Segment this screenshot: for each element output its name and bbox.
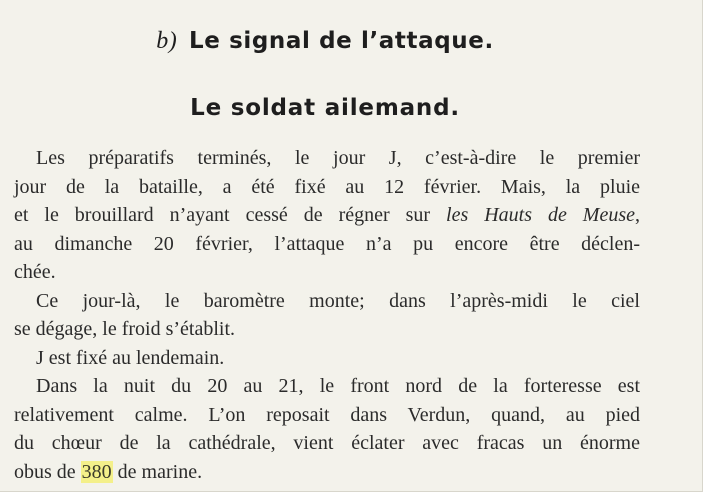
section-title: Le signal de l’attaque. bbox=[189, 28, 494, 54]
paragraph-4-line-1: Dans la nuit du 20 au 21, le front nord de la forteresse est bbox=[36, 375, 640, 397]
paragraph-4-line-4-end: de marine. bbox=[112, 460, 203, 483]
paragraph-2-line-1: Ce jour-là, le baromètre monte; dans l’après-midi le ciel bbox=[36, 289, 640, 312]
paragraph-4-line-3: du chœur de la cathédrale, vient éclater avec fracas un énorme bbox=[14, 432, 640, 454]
paragraph-4-line-4 bbox=[14, 458, 640, 487]
paragraph-1-line-4: au dimanche 20 février, l’attaque n’a pu encore être déclen- bbox=[14, 232, 640, 255]
paragraph-1-line-2: jour de la bataille, a été fixé au 12 février. Mais, la pluie bbox=[14, 175, 640, 198]
paragraph-1-line-5: chée. bbox=[14, 261, 56, 283]
highlighted-number: 380 bbox=[81, 460, 112, 483]
body-text bbox=[14, 144, 640, 486]
paragraph-1-line-3-comma: , bbox=[635, 204, 641, 226]
paragraph-3-line-1: J est fixé au lendemain. bbox=[36, 346, 225, 369]
section-enumerator: b) bbox=[156, 28, 178, 54]
section-heading bbox=[0, 28, 650, 55]
place-name-italic: les Hauts de Meuse bbox=[446, 204, 636, 226]
paragraph-2-line-2: se dégage, le froid s’établit. bbox=[14, 318, 236, 340]
paragraph-1-line-3 bbox=[14, 201, 640, 230]
paragraph-1-line-1: Les préparatifs terminés, le jour J, c’est-à-dire le premier bbox=[36, 147, 640, 169]
paragraph-4-line-4-text: obus de bbox=[14, 460, 81, 483]
paragraph-4-line-2: relativement calme. L’on reposait dans Verdun, quand, au pied bbox=[14, 403, 640, 426]
paragraph-1-line-3-text: et le brouillard n’ayant cessé de régner sur bbox=[14, 204, 447, 226]
subtitle: Le soldat ailemand. bbox=[190, 95, 460, 121]
